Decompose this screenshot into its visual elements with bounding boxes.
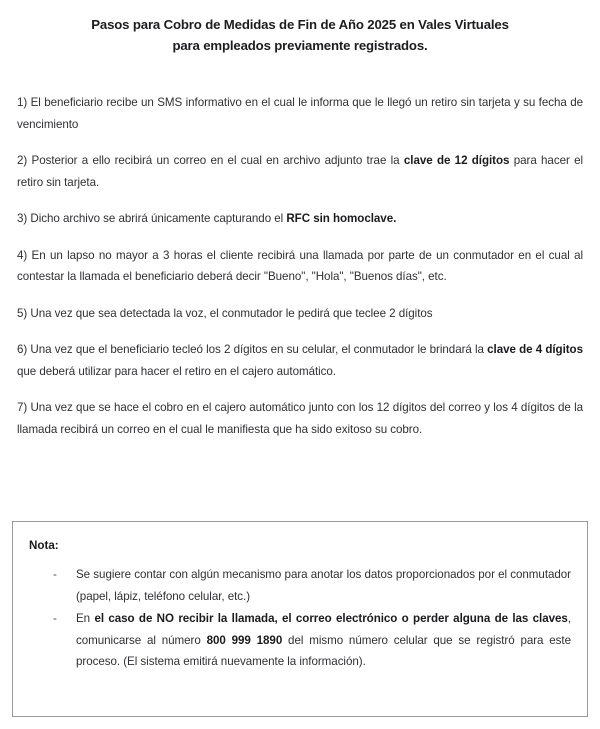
steps-list	[0, 56, 600, 440]
note-title: Nota:	[29, 539, 59, 552]
step-7: 7) Una vez que se hace el cobro en el cajero automático junto con los 12 dígitos del correo y los 4 dígitos de la llamada recibirá un correo en el cual le manifiesta que ha sido exitoso su cobro.	[17, 401, 583, 436]
note-item-1	[29, 564, 571, 607]
page-title-line-1: Pasos para Cobro de Medidas de Fin de Año 2025 en Vales Virtuales	[91, 17, 509, 32]
page-title-line-2: para empleados previamente registrados.	[172, 38, 428, 53]
dash-bullet-icon: -	[53, 612, 57, 625]
step-1: 1) El beneficiario recibe un SMS informativo en el cual le informa que le llegó un retiro sin tarjeta y su fecha de vencimiento	[17, 96, 583, 131]
step-5: 5) Una vez que sea detectada la voz, el conmutador le pedirá que teclee 2 dígitos	[17, 306, 433, 320]
step-6: 6) Una vez que el beneficiario tecleó los 2 dígitos en su celular, el conmutador le brindará la clave de 4 dígitos que deberá utilizar para hacer el retiro en el cajero automático.	[17, 343, 583, 378]
note-item-2-text: En el caso de NO recibir la llamada, el correo electrónico o perder alguna de las claves, comunicarse al número 800 999 1890 del mismo número celular que se registró para este proceso. (El sistema emitirá nuevamente la información).	[76, 612, 571, 668]
step-3: 3) Dicho archivo se abrirá únicamente capturando el RFC sin homoclave.	[17, 212, 397, 225]
note-list	[29, 564, 571, 673]
note-item-1-text: Se sugiere contar con algún mecanismo para anotar los datos proporcionados por el conmutador (papel, lápiz, teléfono celular, etc.)	[76, 568, 571, 603]
dash-bullet-icon: -	[53, 568, 57, 581]
note-item-2	[29, 608, 571, 673]
step-4: 4) En un lapso no mayor a 3 horas el cliente recibirá una llamada por parte de un conmutador en el cual al contestar la llamada el beneficiario deberá decir "Bueno", "Hola", "Buenos días", etc.	[17, 248, 583, 283]
page-title	[0, 0, 600, 56]
step-2: 2) Posterior a ello recibirá un correo en el cual en archivo adjunto trae la clave de 12 dígitos para hacer el retiro sin tarjeta.	[17, 154, 584, 189]
note-box	[12, 521, 588, 717]
